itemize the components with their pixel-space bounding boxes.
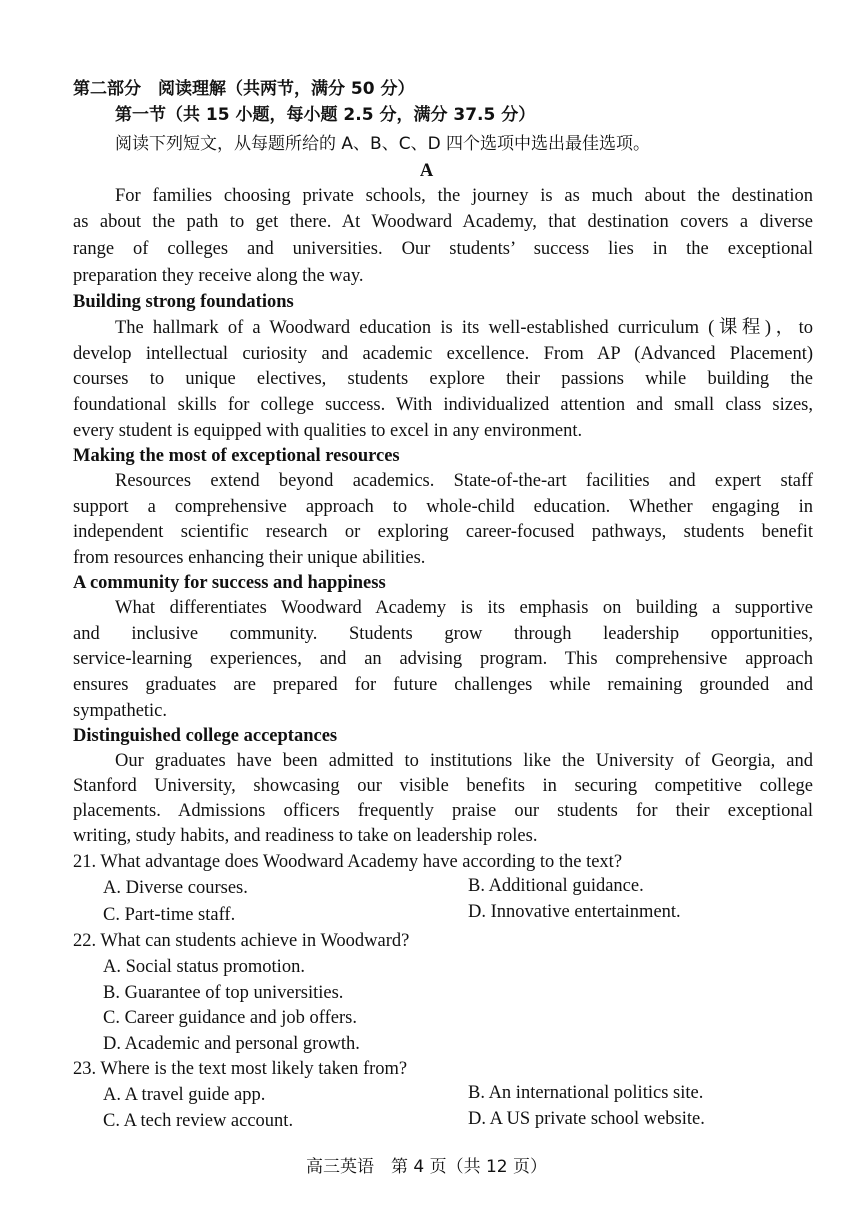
q23-option-c[interactable]: C. A tech review account.	[103, 1111, 294, 1131]
p2-line-4: from resources enhancing their unique abilities.	[73, 548, 426, 568]
q22-option-b[interactable]: B. Guarantee of top universities.	[103, 983, 344, 1003]
question-21-stem: 21. What advantage does Woodward Academy have according to the text?	[73, 852, 623, 872]
p2-line-3: independent scientific research or exploring career-focused pathways, students benefit	[73, 522, 813, 542]
intro-line-2: as about the path to get there. At Woodward Academy, that destination covers a diverse	[73, 212, 813, 232]
p3-line-3: service-learning experiences, and an advising program. This comprehensive approach	[73, 649, 813, 669]
p1-line-2: develop intellectual curiosity and academic excellence. From AP (Advanced Placement)	[73, 344, 813, 364]
p3-line-2: and inclusive community. Students grow through leadership opportunities,	[73, 624, 813, 644]
p2-line-1: Resources extend beyond academics. State-of-the-art facilities and expert staff	[115, 471, 813, 491]
q22-option-a[interactable]: A. Social status promotion.	[103, 957, 305, 977]
q23-option-b[interactable]: B. An international politics site.	[468, 1083, 704, 1103]
instruction: 阅读下列短文，从每题所给的 A、B、C、D 四个选项中选出最佳选项。	[115, 134, 651, 154]
q21-option-c[interactable]: C. Part-time staff.	[103, 905, 236, 925]
p4-line-4: writing, study habits, and readiness to take on leadership roles.	[73, 826, 538, 846]
passage-label: A	[419, 161, 434, 181]
heading-community: A community for success and happiness	[73, 573, 386, 593]
p1-line-1: The hallmark of a Woodward education is its well-established curriculum (课程)，to	[115, 318, 813, 338]
intro-line-3: range of colleges and universities. Our students’ success lies in the exceptional	[73, 239, 813, 259]
q22-option-d[interactable]: D. Academic and personal growth.	[103, 1034, 360, 1054]
q21-option-a[interactable]: A. Diverse courses.	[103, 878, 248, 898]
p4-line-1: Our graduates have been admitted to institutions like the University of Georgia, and	[115, 751, 813, 771]
intro-line-1: For families choosing private schools, the journey is as much about the destination	[115, 186, 813, 206]
q23-option-a[interactable]: A. A travel guide app.	[103, 1085, 266, 1105]
question-22-stem: 22. What can students achieve in Woodward?	[73, 931, 410, 951]
p3-line-5: sympathetic.	[73, 701, 168, 721]
part-title: 第二部分 阅读理解（共两节，满分 50 分）	[73, 79, 415, 99]
p1-line-5: every student is equipped with qualities to excel in any environment.	[73, 421, 583, 441]
q21-option-d[interactable]: D. Innovative entertainment.	[468, 902, 681, 922]
p3-line-1: What differentiates Woodward Academy is its emphasis on building a supportive	[115, 598, 813, 618]
q21-option-b[interactable]: B. Additional guidance.	[468, 876, 644, 896]
p2-line-2: support a comprehensive approach to whole-child education. Whether engaging in	[73, 497, 813, 517]
page-footer: 高三英语 第 4 页（共 12 页）	[305, 1157, 548, 1177]
heading-foundations: Building strong foundations	[73, 292, 294, 312]
p4-line-2: Stanford University, showcasing our visible benefits in securing competitive college	[73, 776, 813, 796]
heading-acceptances: Distinguished college acceptances	[73, 726, 338, 746]
intro-line-4: preparation they receive along the way.	[73, 266, 364, 286]
heading-resources: Making the most of exceptional resources	[73, 446, 400, 466]
p3-line-4: ensures graduates are prepared for future challenges while remaining grounded and	[73, 675, 813, 695]
p4-line-3: placements. Admissions officers frequently praise our students for their exceptional	[73, 801, 813, 821]
q22-option-c[interactable]: C. Career guidance and job offers.	[103, 1008, 357, 1028]
p1-line-4: foundational skills for college success. With individualized attention and small class sizes,	[73, 395, 813, 415]
q23-option-d[interactable]: D. A US private school website.	[468, 1109, 705, 1129]
p1-line-3: courses to unique electives, students explore their passions while building the	[73, 369, 813, 389]
question-23-stem: 23. Where is the text most likely taken from?	[73, 1059, 408, 1079]
section-title: 第一节（共 15 小题，每小题 2.5 分，满分 37.5 分）	[115, 105, 536, 125]
